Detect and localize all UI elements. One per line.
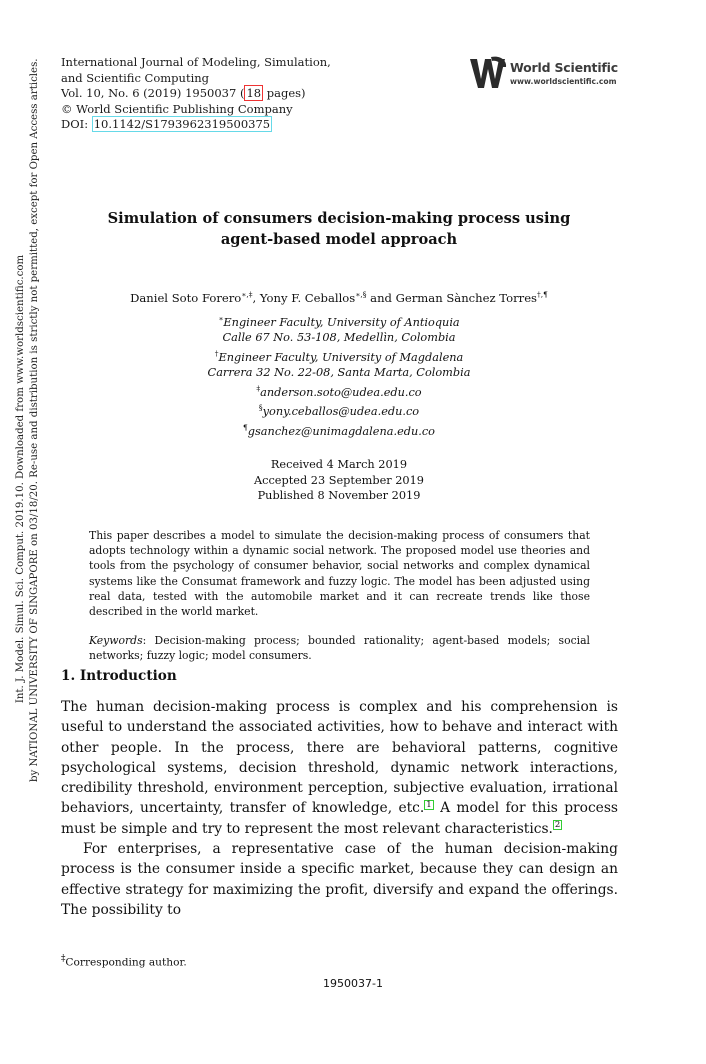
- pages-count-link[interactable]: 18: [246, 86, 262, 101]
- copyright: © World Scientific Publishing Company: [61, 101, 293, 116]
- email-line: [100, 381, 578, 400]
- affiliation-line: [100, 311, 578, 330]
- accepted-date: Accepted 23 September 2019: [254, 473, 424, 487]
- author-separator: and: [366, 290, 396, 305]
- citation-link[interactable]: 2: [554, 820, 561, 831]
- paragraph-text: The human decision-making process is complex and his comprehension is useful to understand the associated activities, how to behave and interact with other people. In the process, there are behavioral patterns, cognitive psychological systems, decision threshold, dynamic network interactions, credibility threshold, environment perception, subjective evaluation, irrational behaviors, uncertainty, transfer of knowledge, etc.: [61, 699, 618, 817]
- download-stamp: [14, 58, 41, 782]
- download-stamp-line2: by NATIONAL UNIVERSITY OF SINGAPORE on 03/18/20. Re-use and distribution is strictly not permitted, except for Open Access articles.: [28, 58, 40, 782]
- journal-header: [61, 55, 331, 133]
- paragraph: For enterprises, a representative case of the human decision-making process is the consumer inside a specific market, because they can design an effective strategy for maximizing the profit, diversify and expand the offerings. The possibility to: [61, 841, 618, 918]
- email-address[interactable]: yony.ceballos@udea.edu.co: [262, 405, 420, 419]
- affiliations: [100, 311, 578, 439]
- doi-line: [61, 117, 331, 133]
- affiliation-address: Carrera 32 No. 22-08, Santa Marta, Colombia: [207, 366, 471, 380]
- volume-prefix: Vol. 10, No. 6 (2019) 1950037 (: [61, 86, 245, 101]
- author-marks: ∗,§: [355, 290, 367, 299]
- footnote: [61, 954, 187, 969]
- footnote-text: Corresponding author.: [65, 956, 187, 969]
- publisher-logo-mark: [468, 55, 508, 91]
- email-address[interactable]: anderson.soto@udea.edu.co: [260, 385, 422, 399]
- email-line: [100, 400, 578, 419]
- received-date: Received 4 March 2019: [270, 458, 408, 471]
- download-stamp-line1: Int. J. Model. Simul. Sci. Comput. 2019.10. Downloaded from www.worldscientific.com: [15, 254, 26, 704]
- citation-link[interactable]: 1: [426, 799, 432, 810]
- email-mark: §: [258, 403, 263, 413]
- affiliation-mark: †: [214, 348, 219, 358]
- paper-title-line1: Simulation of consumers decision-making process using: [107, 210, 571, 227]
- body-text: [61, 697, 618, 920]
- doi-link[interactable]: 10.1142/S1793962319500375: [93, 117, 271, 132]
- page-number: 1950037-1: [323, 977, 383, 990]
- paper-title: [100, 208, 578, 250]
- email-address[interactable]: gsanchez@unimagdalena.edu.co: [247, 424, 435, 438]
- author-name: Daniel Soto Forero: [130, 290, 242, 305]
- volume-info: [61, 86, 331, 102]
- keywords: [89, 633, 590, 663]
- author-separator: ,: [252, 290, 260, 305]
- affiliation-mark: ∗: [218, 314, 224, 323]
- journal-name-line2: and Scientific Computing: [61, 70, 210, 85]
- publication-dates: [100, 457, 578, 504]
- affiliation-name: Engineer Faculty, University of Magdalena: [218, 350, 464, 364]
- email-line: [100, 420, 578, 439]
- published-date: Published 8 November 2019: [257, 489, 421, 503]
- author-name: Yony F. Ceballos: [259, 290, 356, 305]
- author-name: German Sànchez Torres: [395, 290, 538, 305]
- section-heading: 1. Introduction: [61, 668, 177, 684]
- keywords-label: Keywords: [89, 634, 143, 647]
- email-mark: ¶: [243, 422, 248, 432]
- author-marks: †,¶: [537, 290, 548, 299]
- paragraph-text: A model for this process must be simple and try to represent the most relevant characteristics.: [61, 800, 618, 837]
- paragraph: [61, 697, 618, 839]
- keywords-text: : Decision-making process; bounded rationality; agent-based models; social networks; fuzzy logic; model consumers.: [89, 634, 590, 663]
- paper-title-line2: agent-based model approach: [220, 231, 458, 248]
- publisher-logo: [468, 55, 618, 91]
- publisher-name: World Scientific: [510, 60, 618, 75]
- publisher-url: www.worldscientific.com: [510, 77, 617, 86]
- volume-suffix: pages): [263, 86, 306, 101]
- author-marks: ∗,‡: [241, 290, 253, 299]
- abstract: This paper describes a model to simulate the decision-making process of consumers that adopts technology within a dynamic social network. The proposed model use theories and tools from the psychology of consumer behavior, social networks and complex dynamical systems like the Consumat framework and fuzzy logic. The model has been adjusted using real data, tested with the automobile market and it can recreate trends like those described in the world market.: [89, 529, 590, 619]
- footnote-mark: ‡: [61, 954, 66, 964]
- affiliation-line: [100, 346, 578, 365]
- affiliation-name: Engineer Faculty, University of Antioquia: [223, 315, 460, 329]
- journal-name-line1: International Journal of Modeling, Simulation,: [61, 55, 331, 69]
- email-mark: ‡: [256, 383, 261, 393]
- doi-label: DOI:: [61, 117, 92, 132]
- author-list: [80, 290, 598, 305]
- affiliation-address: Calle 67 No. 53-108, Medellìn, Colombia: [222, 331, 456, 345]
